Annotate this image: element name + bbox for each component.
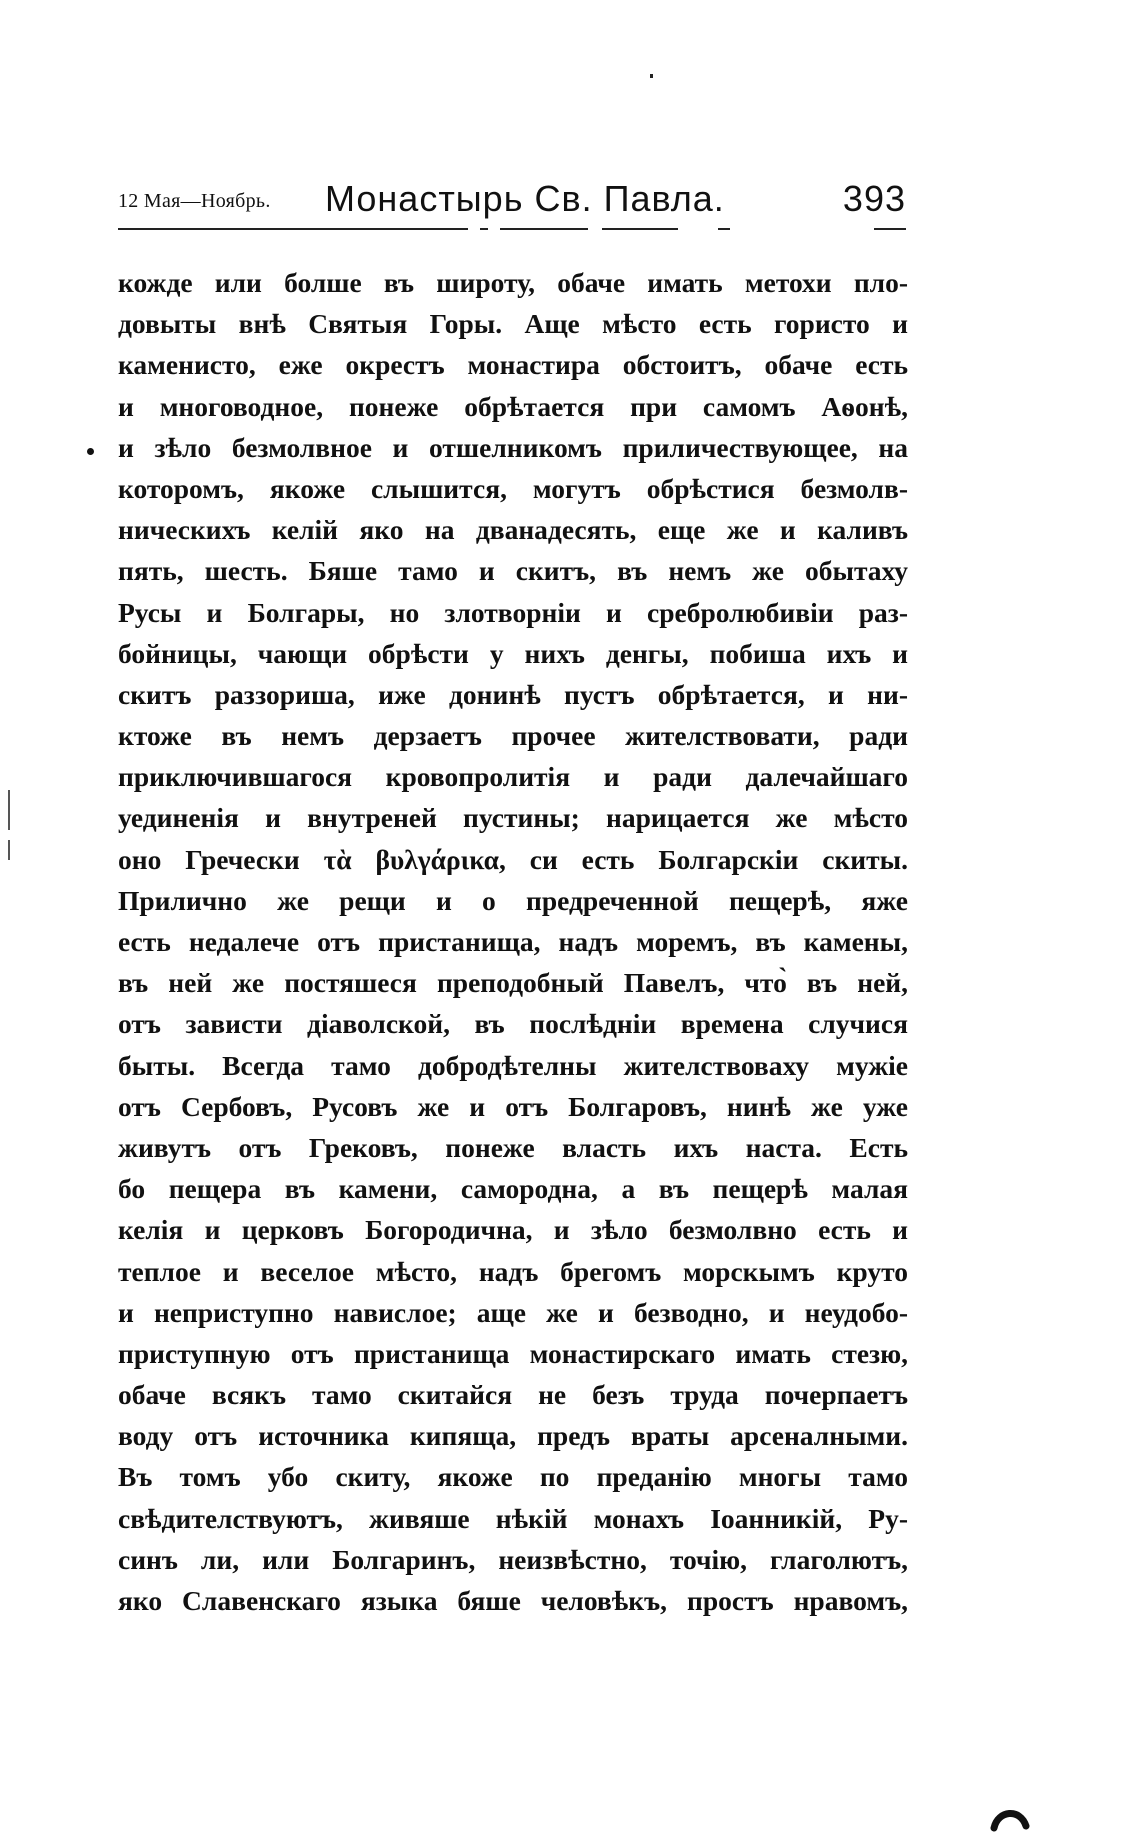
text-line: бойницы, чающи обрѣсти у нихъ денгы, побиша ихъ и — [118, 637, 908, 669]
text-line: отъ зависти діаволской, въ послѣдніи времена случися — [118, 1008, 908, 1040]
text-line: довыты внѣ Святыя Горы. Аще мѣсто есть гористо и — [118, 308, 908, 340]
text-line: Въ томъ убо скиту, якоже по преданію многы тамо — [118, 1461, 908, 1493]
text-line: яко Славенскаго языка бяше человѣкъ, простъ нравомъ, — [118, 1585, 908, 1616]
text-line: отъ Сербовъ, Русовъ же и отъ Болгаровъ, нинѣ же уже — [118, 1090, 908, 1122]
text-line: быты. Всегда тамо добродѣтелны жителствоваху мужіе — [118, 1049, 908, 1081]
body-text — [118, 262, 908, 1621]
page-corner-mark — [990, 1804, 1030, 1834]
ink-speck — [650, 74, 653, 78]
text-line: синъ ли, или Болгаринъ, неизвѣстно, точію, глаголютъ, — [118, 1543, 908, 1575]
text-line: воду отъ источника кипяща, предъ враты арсеналными. — [118, 1420, 908, 1452]
text-line: обаче всякъ тамо скитайся не безъ труда почерпаетъ — [118, 1379, 908, 1411]
page-number: 393 — [842, 178, 906, 219]
margin-tick — [8, 790, 10, 830]
text-line: есть недалече отъ пристанища, надъ моремъ, въ камены, — [118, 926, 908, 957]
margin-tick — [8, 840, 10, 860]
text-line: бо пещера въ камени, самородна, а въ пещерѣ малая — [118, 1173, 908, 1205]
text-line: кожде или болше въ широту, обаче имать метохи пло- — [118, 267, 908, 298]
text-line: и зѣло безмолвное и отшелникомъ приличествующее, на — [118, 431, 908, 463]
text-line: приступную отъ пристанища монастирскаго имать стезю, — [118, 1337, 908, 1369]
text-line: которомъ, якоже слышится, могутъ обрѣстися безмолв- — [118, 472, 908, 504]
margin-mark — [87, 448, 94, 455]
text-line: скитъ раззориша, иже донинѣ пустъ обрѣтается, и ни- — [118, 678, 908, 710]
text-line: живутъ отъ Грековъ, понеже власть ихъ наста. Есть — [118, 1131, 908, 1163]
header-rule — [118, 228, 906, 230]
text-line: уединенія и внутреней пустины; нарицается же мѣсто — [118, 802, 908, 834]
text-line: приключившагося кровопролитія и ради далечайшаго — [118, 761, 908, 793]
text-line: теплое и веселое мѣсто, надъ брегомъ морскымъ круто — [118, 1255, 908, 1287]
header-title: Монастырь Св. Павла. — [325, 178, 725, 219]
running-header — [118, 178, 906, 222]
text-line: пять, шесть. Бяше тамо и скитъ, въ немъ же обытаху — [118, 555, 908, 587]
text-line: и многоводное, понеже обрѣтается при самомъ Аѳонѣ, — [118, 390, 908, 422]
text-line: ктоже въ немъ дерзаетъ прочее жителствовати, ради — [118, 720, 908, 752]
text-line: свѣдителствуютъ, живяше нѣкій монахъ Іоанникій, Ру- — [118, 1502, 908, 1534]
text-line: и неприступно навислое; аще же и безводно, и неудобо- — [118, 1296, 908, 1328]
text-line: Прилично же рещи и о предреченной пещерѣ, яже — [118, 884, 908, 916]
text-line: ническихъ келій яко на дванадесять, еще же и каливъ — [118, 514, 908, 546]
text-line: келія и церковъ Богородична, и зѣло безмолвно есть и — [118, 1214, 908, 1246]
text-line: оно Гречески τὰ βυλγάρικα, си есть Болгарскіи скиты. — [118, 843, 908, 875]
text-line: въ ней же постяшеся преподобный Павелъ, что̀ въ ней, — [118, 967, 908, 999]
header-date-range: 12 Мая—Ноябрь. — [118, 190, 271, 212]
text-line: Русы и Болгары, но злотворніи и сребролюбивіи раз- — [118, 596, 908, 628]
text-line: каменисто, еже окрестъ монастира обстоитъ, обаче есть — [118, 349, 908, 381]
